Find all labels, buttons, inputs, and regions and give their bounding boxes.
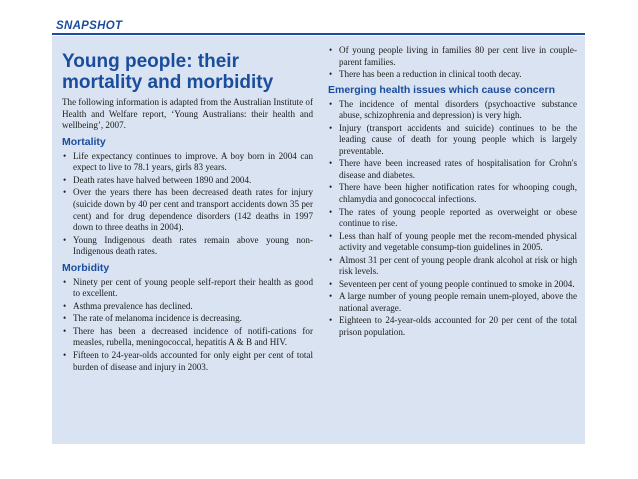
list-item: • There has been a reduction in clinical tooth decay. [328, 69, 577, 81]
list-item: • Of young people living in families 80 per cent live in couple-parent families. [328, 45, 577, 68]
intro-paragraph: The following information is adapted from the Australian Institute of Health and Welfare report, ‘Young Australians: their health and wellbeing’, 2007. [62, 97, 313, 131]
list-item: • A large number of young people remain unem-ployed, above the national average. [328, 291, 577, 314]
list-item: • Fifteen to 24-year-olds accounted for only eight per cent of total burden of disease and injury in 2003. [62, 350, 313, 373]
list-item: • Eighteen to 24-year-olds accounted for 20 per cent of the total prison population. [328, 315, 577, 338]
list-item: • There has been a decreased incidence of notifi-cations for measles, rubella, meningococcal, hepatitis A & B and HIV. [62, 326, 313, 349]
morbidity-list-continued [328, 45, 577, 81]
list-item: • The rate of melanoma incidence is decreasing. [62, 313, 313, 325]
snapshot-label: SNAPSHOT [56, 20, 123, 32]
list-item: • There have been higher notification rates for whooping cough, chlamydia and gonococcal infections. [328, 182, 577, 205]
mortality-list [62, 151, 313, 258]
list-item: • Almost 31 per cent of young people drank alcohol at risk or high risk levels. [328, 255, 577, 278]
snapshot-panel [52, 36, 585, 444]
list-item: • Young Indigenous death rates remain above young non-Indigenous death rates. [62, 235, 313, 258]
list-item: • There have been increased rates of hospitalisation for Crohn's disease and diabetes. [328, 158, 577, 181]
list-item: • Ninety per cent of young people self-report their health as good to excellent. [62, 277, 313, 300]
list-item: • The incidence of mental disorders (psychoactive substance abuse, schizophrenia and depression) is very high. [328, 99, 577, 122]
right-column [328, 45, 577, 340]
mortality-heading: Mortality [62, 135, 106, 148]
morbidity-heading: Morbidity [62, 261, 110, 274]
list-item: • Death rates have halved between 1890 and 2004. [62, 175, 313, 187]
page-title: Young people: their mortality and morbidity [62, 51, 274, 93]
list-item: • Seventeen per cent of young people continued to smoke in 2004. [328, 279, 577, 291]
list-item: • Asthma prevalence has declined. [62, 301, 313, 313]
list-item: • Injury (transport accidents and suicide) continues to be the leading cause of death for young people which is largely preventable. [328, 123, 577, 158]
list-item: • Over the years there has been decreased death rates for injury (suicide down by 40 per cent and transport accidents down 35 per cent) and for drug dependence disorders (142 deaths in 1997 down to three deaths in 2004). [62, 187, 313, 233]
morbidity-list [62, 277, 313, 373]
emerging-issues-list [328, 99, 577, 339]
header-rule [52, 33, 585, 35]
emerging-issues-heading: Emerging health issues which cause concern [328, 83, 555, 96]
list-item: • Less than half of young people met the recom-mended physical activity and vegetable consump-tion guidelines in 2005. [328, 231, 577, 254]
left-column [62, 45, 313, 374]
list-item: • Life expectancy continues to improve. A boy born in 2004 can expect to live to 78.1 years, girls 83 years. [62, 151, 313, 174]
list-item: • The rates of young people reported as overweight or obese continue to rise. [328, 207, 577, 230]
